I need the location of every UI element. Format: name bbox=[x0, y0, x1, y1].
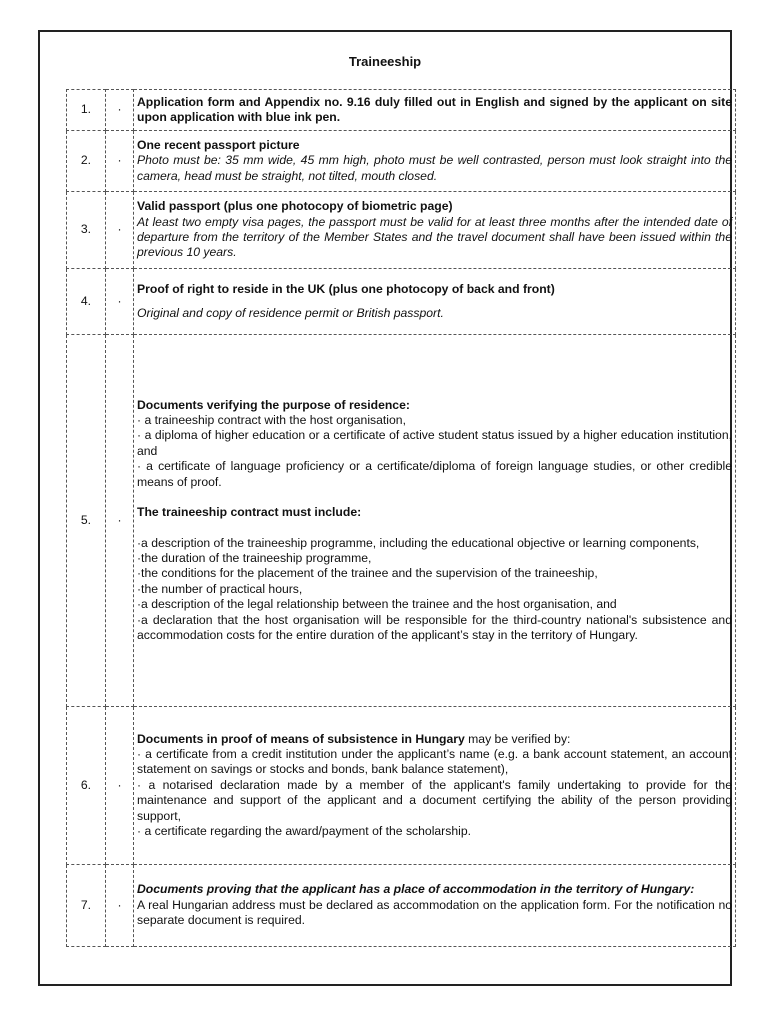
row-heading: Documents proving that the applicant has a place of accommodation in the territory of Hungary: bbox=[137, 882, 695, 897]
row-note: At least two empty visa pages, the passport must be valid for at least three months after the intended date of departure from the territory of the Member States and the travel document shall have been issued within the previous 10 years. bbox=[137, 214, 732, 260]
row-content bbox=[134, 707, 736, 865]
row-content bbox=[134, 335, 736, 707]
bullet-icon: · bbox=[106, 707, 134, 865]
row-note: Photo must be: 35 mm wide, 45 mm high, photo must be well contrasted, person must look straight into the camera, head must be straight, not tilted, mouth closed. bbox=[137, 153, 732, 183]
table-row bbox=[67, 131, 736, 192]
row-heading: Documents in proof of means of subsistence in Hungary bbox=[137, 731, 465, 746]
row-note: A real Hungarian address must be declared as accommodation on the application form. For the notification no separate document is required. bbox=[137, 897, 732, 928]
bullet-icon: · bbox=[106, 90, 134, 131]
table-row bbox=[67, 865, 736, 947]
list-item: · a notarised declaration made by a member of the applicant's family undertaking to provide for the maintenance and support of the applicant and a document certifying the ability of the person providing support, bbox=[137, 777, 732, 823]
list-item: ·a description of the legal relationship between the trainee and the host organisation, and bbox=[137, 597, 617, 612]
row-number: 7. bbox=[67, 865, 106, 947]
bullet-icon: · bbox=[106, 335, 134, 707]
row-heading: Proof of right to reside in the UK (plus one photocopy of back and front) bbox=[137, 282, 555, 297]
row-content bbox=[134, 90, 736, 131]
row-number: 1. bbox=[67, 90, 106, 131]
page-title: Traineeship bbox=[348, 54, 422, 69]
row-heading: One recent passport picture bbox=[137, 137, 300, 152]
list-item: · a diploma of higher education or a certificate of active student status issued by a higher education institution, and bbox=[137, 428, 732, 458]
table-row bbox=[67, 707, 736, 865]
list-item: ·the conditions for the placement of the trainee and the supervision of the traineeship, bbox=[137, 566, 598, 581]
row-heading: Application form and Appendix no. 9.16 duly filled out in English and signed by the applicant on site upon application with blue ink pen. bbox=[137, 94, 732, 124]
bullet-icon: · bbox=[106, 865, 134, 947]
row-content bbox=[134, 269, 736, 335]
requirements-table bbox=[66, 89, 736, 947]
list-item: · a certificate from a credit institution under the applicant’s name (e.g. a bank account statement, an account statement on savings or stocks and bonds, bank balance statement), bbox=[137, 746, 732, 777]
list-item: · a certificate regarding the award/payment of the scholarship. bbox=[137, 824, 471, 839]
table-row bbox=[67, 269, 736, 335]
list-item: ·a description of the traineeship programme, including the educational objective or learning components, bbox=[137, 535, 700, 550]
table-row bbox=[67, 335, 736, 707]
document-frame bbox=[38, 30, 732, 986]
list-item: ·a declaration that the host organisation will be responsible for the third-country national's subsistence and accommodation costs for the entire duration of the applicant’s stay in the territory of Hungary. bbox=[137, 612, 732, 642]
row-content bbox=[134, 865, 736, 947]
bullet-icon: · bbox=[106, 269, 134, 335]
row-heading-suffix: may be verified by: bbox=[464, 731, 571, 746]
list-item: ·the number of practical hours, bbox=[137, 581, 303, 596]
row-number: 6. bbox=[67, 707, 106, 865]
row-note: Original and copy of residence permit or British passport. bbox=[137, 305, 444, 320]
row-heading: Documents verifying the purpose of residence: bbox=[137, 397, 410, 412]
bullet-icon: · bbox=[106, 192, 134, 269]
table-row bbox=[67, 192, 736, 269]
list-item: ·the duration of the traineeship programme, bbox=[137, 550, 372, 565]
table-row bbox=[67, 90, 736, 131]
row-content bbox=[134, 131, 736, 192]
row-content bbox=[134, 192, 736, 269]
row-number: 4. bbox=[67, 269, 106, 335]
row-number: 3. bbox=[67, 192, 106, 269]
row-heading-line bbox=[137, 732, 732, 747]
list-item: · a traineeship contract with the host organisation, bbox=[137, 413, 406, 428]
bullet-icon: · bbox=[106, 131, 134, 192]
row-number: 5. bbox=[67, 335, 106, 707]
row-subheading: The traineeship contract must include: bbox=[137, 505, 362, 520]
list-item: · a certificate of language proficiency or a certificate/diploma of foreign language studies, or other credible means of proof. bbox=[137, 459, 732, 489]
row-number: 2. bbox=[67, 131, 106, 192]
row-heading: Valid passport (plus one photocopy of biometric page) bbox=[137, 199, 453, 214]
